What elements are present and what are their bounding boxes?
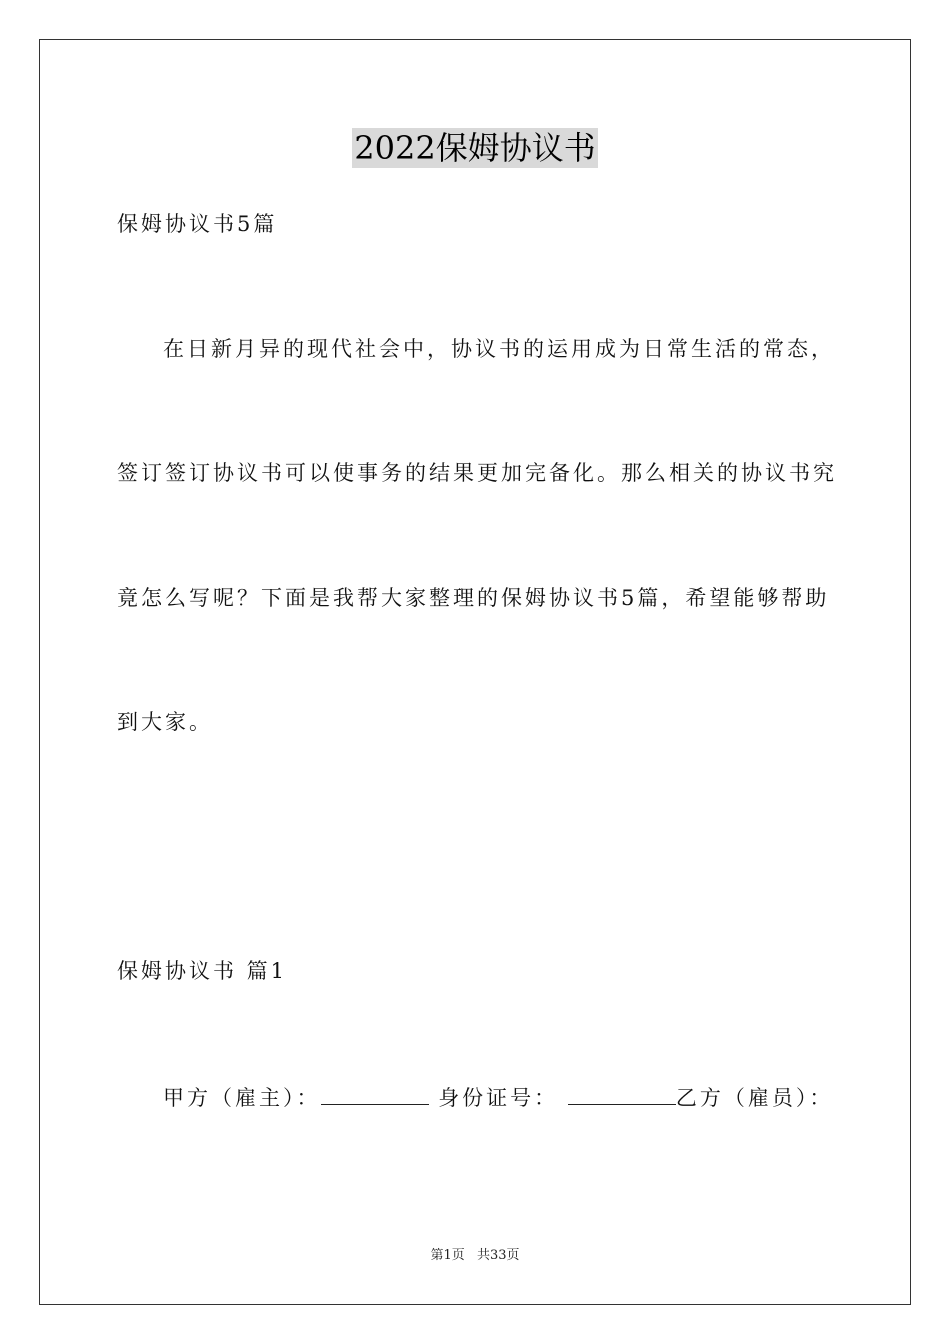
page-number: 第1页 <box>430 1248 465 1263</box>
party-a-label: 甲方（雇主）： <box>163 1086 321 1110</box>
party-line <box>163 1082 833 1112</box>
title-container <box>0 128 950 168</box>
document-subtitle: 保姆协议书5篇 <box>117 212 278 236</box>
intro-line-2: 签订签订协议书可以使事务的结果更加完备化。那么相关的协议书究 <box>117 461 837 485</box>
section-heading: 保姆协议书 篇1 <box>117 959 288 983</box>
party-a-blank <box>321 1082 429 1105</box>
intro-line-4: 到大家。 <box>117 710 213 734</box>
intro-line-3: 竟怎么写呢？下面是我帮大家整理的保姆协议书5篇，希望能够帮助 <box>117 586 830 610</box>
page-footer <box>0 1247 950 1265</box>
id-number-label: 身份证号： <box>438 1086 559 1110</box>
document-title: 2022保姆协议书 <box>354 129 596 167</box>
intro-line-1: 在日新月异的现代社会中，协议书的运用成为日常生活的常态， <box>163 337 835 361</box>
id-number-blank <box>568 1082 676 1105</box>
party-b-label: 乙方（雇员）： <box>675 1086 834 1110</box>
total-pages: 共33页 <box>476 1248 520 1263</box>
